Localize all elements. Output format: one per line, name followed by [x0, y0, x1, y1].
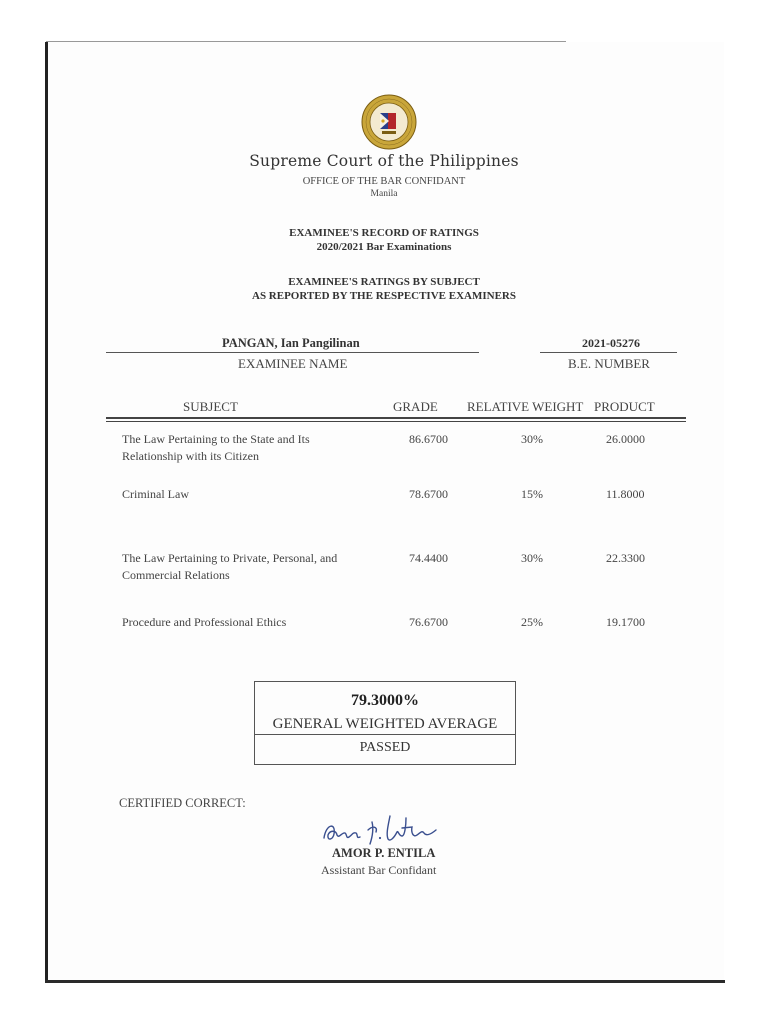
- table-row-product: 22.3300: [606, 551, 645, 565]
- be-number: 2021-05276: [582, 336, 640, 350]
- signer-name: AMOR P. ENTILA: [332, 846, 436, 860]
- header-rule-thin: [106, 421, 686, 422]
- examinee-name-label: EXAMINEE NAME: [238, 356, 348, 371]
- signer-title: Assistant Bar Confidant: [321, 863, 437, 877]
- be-underline: [540, 352, 677, 353]
- table-row-subject: Criminal Law: [122, 487, 189, 501]
- table-row-grade: 78.6700: [409, 487, 448, 501]
- header-product: PRODUCT: [594, 399, 655, 414]
- table-row-grade: 76.6700: [409, 615, 448, 629]
- header-rule: [106, 417, 686, 419]
- ratings-title: EXAMINEE'S RATINGS BY SUBJECT: [288, 276, 480, 288]
- name-underline: [106, 352, 479, 353]
- record-title: EXAMINEE'S RECORD OF RATINGS: [289, 227, 479, 239]
- general-weighted-average-label: GENERAL WEIGHTED AVERAGE: [272, 716, 498, 732]
- header-subject: SUBJECT: [183, 399, 238, 414]
- table-row-weight: 30%: [521, 432, 543, 446]
- examinee-name: PANGAN, Ian Pangilinan: [222, 336, 360, 350]
- table-row-subject: Procedure and Professional Ethics: [122, 615, 287, 629]
- table-row-product: 19.1700: [606, 615, 645, 629]
- be-number-label: B.E. NUMBER: [568, 356, 650, 371]
- table-row-grade: 86.6700: [409, 432, 448, 446]
- box-divider: [255, 734, 515, 735]
- table-row-weight: 15%: [521, 487, 543, 501]
- ratings-subtitle: AS REPORTED BY THE RESPECTIVE EXAMINERS: [252, 290, 516, 302]
- header-relative-weight: RELATIVE WEIGHT: [467, 399, 584, 414]
- table-row-weight: 30%: [521, 551, 543, 565]
- general-weighted-average-box: [254, 681, 516, 765]
- exam-status: PASSED: [359, 740, 411, 755]
- office-city: Manila: [370, 189, 398, 199]
- table-row-subject: The Law Pertaining to Private, Personal, and Commercial Relations: [122, 551, 338, 582]
- office-name: OFFICE OF THE BAR CONFIDANT: [302, 176, 466, 187]
- table-row-weight: 25%: [521, 615, 543, 629]
- supreme-court-seal-icon: [361, 94, 417, 150]
- general-weighted-average-value: 79.3000%: [351, 692, 419, 709]
- table-row-subject: The Law Pertaining to the State and Its Relationship with its Citizen: [122, 432, 310, 463]
- table-row-product: 26.0000: [606, 432, 645, 446]
- table-row-grade: 74.4400: [409, 551, 448, 565]
- certified-correct-label: CERTIFIED CORRECT:: [119, 796, 246, 810]
- exam-title: 2020/2021 Bar Examinations: [316, 241, 452, 253]
- header-grade: GRADE: [393, 399, 438, 414]
- court-name: Supreme Court of the Philippines: [249, 152, 519, 170]
- page-top-edge: [46, 41, 566, 42]
- page-bottom-edge: [45, 980, 725, 983]
- table-row-product: 11.8000: [606, 487, 645, 501]
